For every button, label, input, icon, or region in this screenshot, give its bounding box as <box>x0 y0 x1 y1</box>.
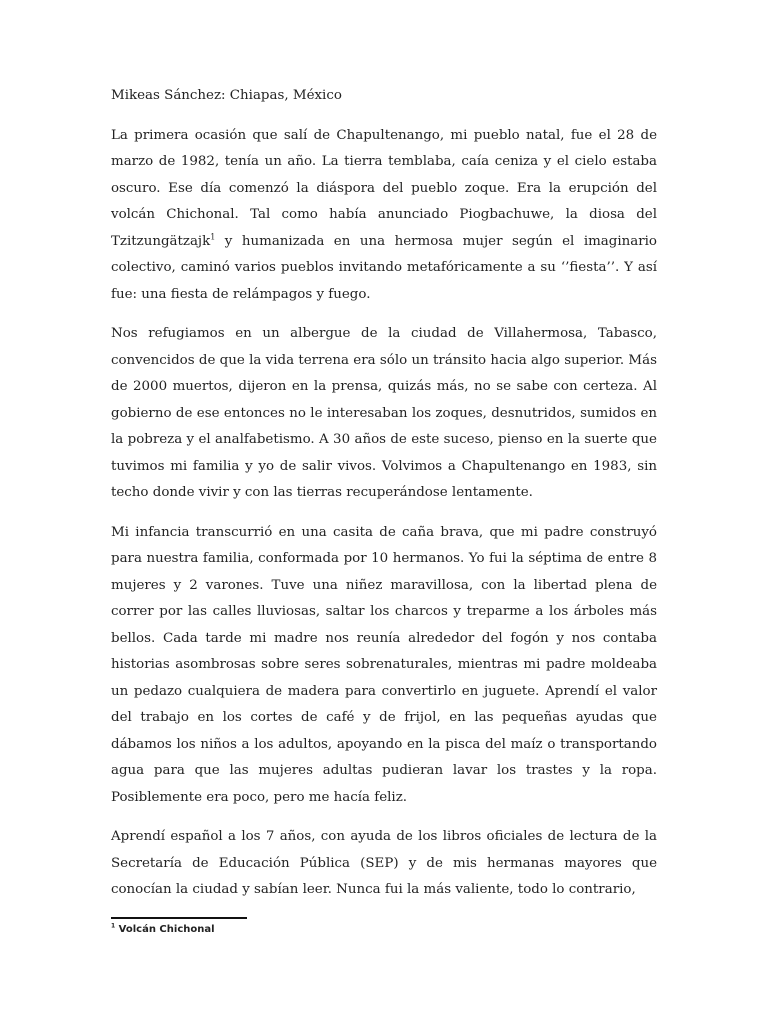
footnote <box>111 923 215 936</box>
footnote-number: 1 <box>111 922 116 930</box>
paragraph-2: Nos refugiamos en un albergue de la ciudad de Villahermosa, Tabasco, convencidos de que la vida terrena era sólo un tránsito hacia algo superior. Más de 2000 muertos, dijeron en la prensa, quizás más, no se sabe con certeza. Al gobierno de ese entonces no le interesaban los zoques, desnutridos, sumidos en la pobreza y el analfabetismo. A 30 años de este suceso, pienso en la suerte que tuvimos mi familia y yo de salir vivos. Volvimos a Chapultenango en 1983, sin techo donde vivir y con las tierras recuperándose lentamente. <box>111 326 657 500</box>
footnote-separator <box>111 917 247 919</box>
body-text <box>111 83 657 917</box>
paragraph-1-text-a: La primera ocasión que salí de Chapultenango, mi pueblo natal, fue el 28 de marzo de 1982, tenía un año. La tierra temblaba, caía ceniza y el cielo estaba oscuro. Ese día comenzó la diáspora del pueblo zoque. Era la erupción del volcán Chichonal. Tal como había anunciado Piogbachuwe, la diosa del Tzitzungätzajk <box>111 127 657 249</box>
document-heading: Mikeas Sánchez: Chiapas, México <box>111 88 342 103</box>
paragraph-4: Aprendí español a los 7 años, con ayuda de los libros oficiales de lectura de la Secretaría de Educación Pública (SEP) y de mis hermanas mayores que conocían la ciudad y sabían leer. Nunca fui la más valiente, todo lo contrario, <box>111 829 657 897</box>
paragraph-3: Mi infancia transcurrió en una casita de caña brava, que mi padre construyó para nuestra familia, conformada por 10 hermanos. Yo fui la séptima de entre 8 mujeres y 2 varones. Tuve una niñez maravillosa, con la libertad plena de correr por las calles lluviosas, saltar los charcos y treparme a los árboles más bellos. Cada tarde mi madre nos reunía alrededor del fogón y nos contaba historias asombrosas sobre seres sobrenaturales, mientras mi padre moldeaba un pedazo cualquiera de madera para convertirlo en juguete. Aprendí el valor del trabajo en los cortes de café y de frijol, en las pequeñas ayudas que dábamos los niños a los adultos, apoyando en la pisca del maíz o transportando agua para que las mujeres adultas pudieran lavar los trastes y la ropa. Posiblemente era poco, pero me hacía feliz. <box>111 524 657 805</box>
paragraph-1-text-b: y humanizada en una hermosa mujer según el imaginario colectivo, caminó varios pueblos invitando metafóricamente a su ‘’fiesta’’. Y así fue: una fiesta de relámpagos y fuego. <box>111 233 657 302</box>
footnote-text: Volcán Chichonal <box>115 924 215 935</box>
paragraph-1 <box>111 123 657 309</box>
footnote-reference[interactable]: 1 <box>210 232 216 242</box>
